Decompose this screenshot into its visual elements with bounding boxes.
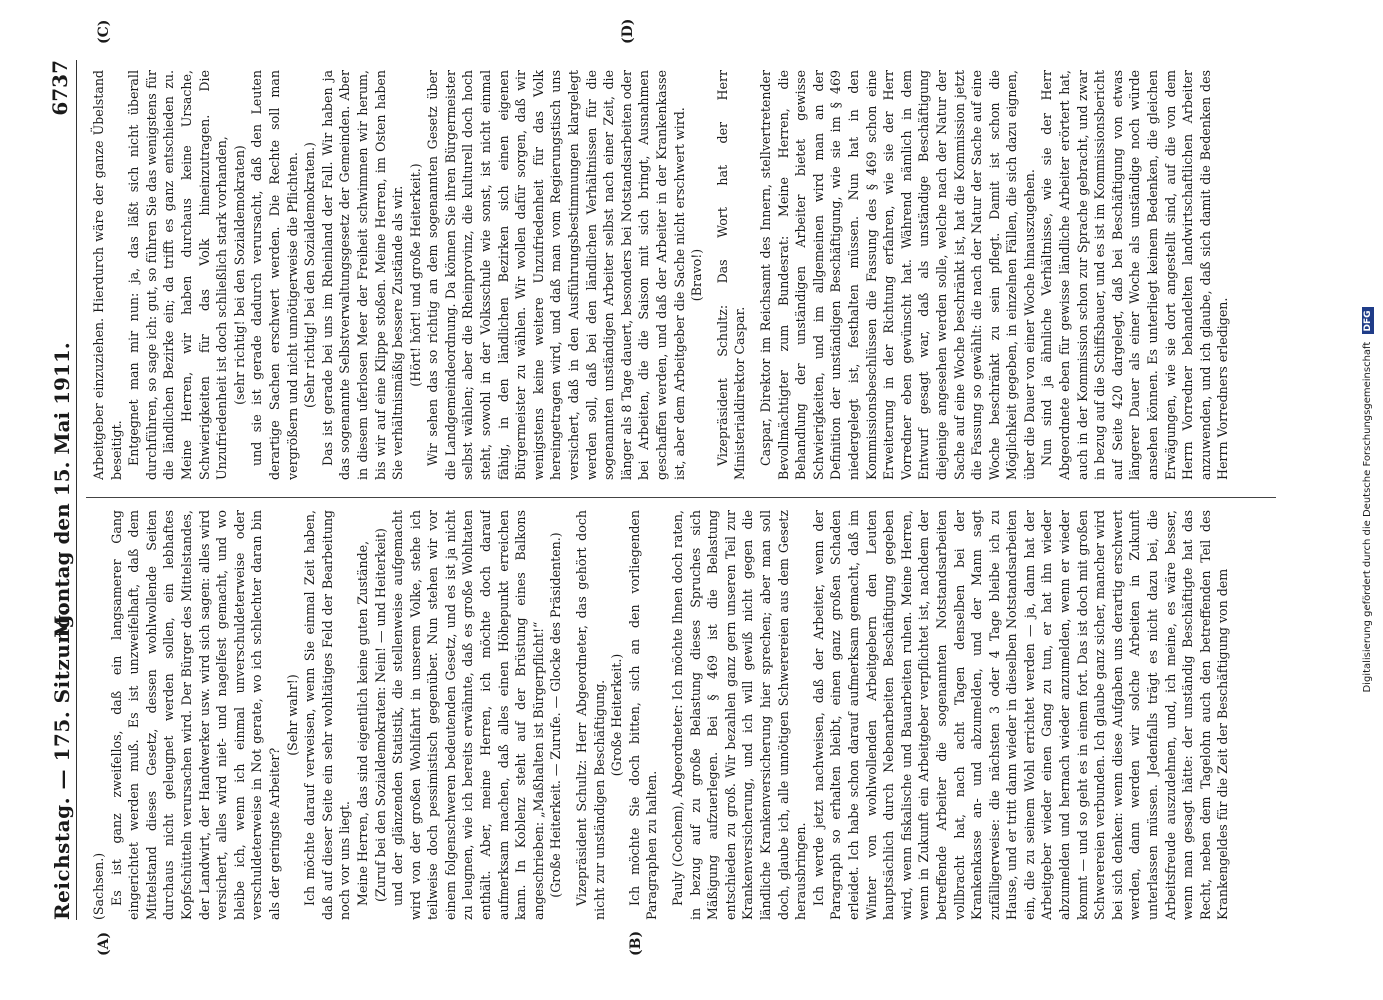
paragraph: Arbeitgeber einzuziehen. Hierdurch wäre der ganze Übelstand beseitigt. (91, 70, 124, 480)
paragraph: Ich möchte Sie doch bitten, sich an den vorliegenden Paragraphen zu halten. (626, 510, 660, 920)
paragraph: Caspar, Direktor im Reichsamt des Innern, stellvertretender Bevollmächtigter zum Bundesrat: Meine Herren, die Behandlung der unständigen Arbeiter bietet gewisse Schwierigkeiten, und im allgemeinen wird man an der Definition der unständigen Beschäftigung, wie sie im § 469 niedergelegt ist, festhalten müssen. Nun hat in den Kommissionsbeschlüssen die Fassung des § 469 schon eine Erweiterung in der Richtung erfahren, wie sie der Herr Vorredner eben gewünscht hat. Während nämlich in dem Entwurf gesagt war, daß als unständige Beschäftigung diejenige angesehen werden solle, welche nach der Natur der Sache auf eine Woche beschränkt ist, hat die Kommission jetzt die Fassung so gewählt: die nach der Natur der Sache auf eine Woche beschränkt zu sein pflegt. Damit ist schon die Möglichkeit gegeben, in einzelnen Fällen, die sich dazu eignen, über die Dauer von einer Woche hinauszugehen. (757, 70, 1037, 480)
interjection: (Große Heiterkeit. — Zurufe. — Glocke des Präsidenten.) (548, 532, 564, 898)
margin-marker-d: (D) (620, 18, 636, 44)
paragraph: Nun sind ja ähnliche Verhältnisse, wie sie der Herr Abgeordnete eben für gewisse ländliche Arbeiter erörtert hat, auch in der Kommission schon zur Sprache gebracht, und zwar in bezug auf die Schiffsbauer, und es ist im Kommissionsbericht auf Seite 420 dargelegt, daß bei Beschäftigung von etwas längerer Dauer als einer Woche als unständige noch würde ansehen können. Es unterliegt keinem Bedenken, die gleichen Erwägungen, wie sie dort angestellt sind, auf die von dem Herrn Vorredner behandelten landwirtschaftlichen Arbeiter anzuwenden, und ich glaube, daß sich damit die Bedenken des Herrn Vorredners erledigen. (1039, 70, 1231, 480)
interjection: (Sehr richtig! bei den Sozialdemokraten.) (302, 142, 318, 408)
paragraph: Ich werde jetzt nachweisen, daß der Arbeiter, wenn der Paragraph so erhalten bleibt, einen ganz großen Schaden erleidet. Ich habe schon darauf aufmerksam gemacht, daß im Winter von wohlwollenden Arbeitgebern den Leuten hauptsächlich durch Nebenarbeiten Beschäftigung gegeben wird, wenn fiskalische und Bauarbeiten ruhen. Meine Herren, wenn in Zukunft ein Arbeitgeber verpflichtet ist, nachdem der betreffende Arbeiter die sogenannten Notstandsarbeiten vollbracht hat, nach acht Tagen denselben bei der Krankenkasse an- und abzumelden, und der Mann sagt zufälligerweise: die nächsten 3 oder 4 Tage bleibe ich zu Hause, und er tritt dann wieder in dieselben Notstandsarbeiten ein, die zu seinem Wohl errichtet werden — ja, dann hat der Arbeitgeber wieder einen Gang zu tun, er hat ihn wieder abzumelden und hernach wieder anzumelden, wenn er wieder kommt — und so geht es in einem fort. Das ist doch mit großen Schwerereien verbunden. Ich glaube ganz sicher, mancher wird bei sich denken: wenn diese Aufgaben uns derartig erschwert werden, dann werden wir solche Arbeiten in Zukunft unterlassen müssen. Jedenfalls trägt es nicht dazu bei, die Arbeitsfreude auszudehnen, und, ich meine, es wäre besser, wenn man gesagt hätte: der unständig Beschäftigte hat das Recht, neben dem Tagelohn auch den betreffenden Teil des Krankengeldes für die Zeit der Beschäftigung von dem (810, 510, 1231, 920)
dfg-logo: DFG (1362, 307, 1374, 334)
interjection: (Sehr wahr!) (284, 674, 300, 756)
interjection: (Bravo!) (689, 248, 705, 302)
interjection: (Große Heiterkeit.) (609, 653, 625, 777)
interjection: (Hört! hört! und große Heiterkeit.) (407, 163, 423, 387)
paragraph: Meine Herren, das sind eigentlich keine guten Zustände, (354, 540, 370, 906)
digitization-note (1362, 0, 1378, 1000)
digitization-text: Digitalisierung gefördert durch die Deutsche Forschungsgemeinschaft (1362, 341, 1373, 693)
paragraph: Vizepräsident Schultz: Das Wort hat der Herr Ministerialdirektor Caspar. (714, 70, 748, 480)
paragraph: Wir sehen das so richtig an dem sogenannten Gesetz über die Landgemeindeordnung. Da können Sie ihren Bürgermeister selbst wählen; aber die Rheinprovinz, die kulturell doch hoch steht, sowohl in der Volksschule wie sonst, ist nicht einmal fähig, in den ländlichen Bezirken sich einen eigenen Bürgermeister zu wählen. Wir wollen dafür sorgen, daß wir wenigstens keine weitere Unzufriedenheit für das Volk hereingetragen wird, und daß man vom Regierungstisch uns versichert, daß in den Ausführungsbestimmungen klargelegt werden soll, daß bei den ländlichen Verhältnissen für die sogenannten unständigen Arbeiter selbst nach einer Zeit, die länger als 8 Tage dauert, besonders bei Notstandsarbeiten oder bei Arbeiten, die die Saison mit sich bringt, Ausnahmen geschaffen werden, und daß der Arbeiter in der Krankenkasse ist, aber dem Arbeitgeber die Sache nicht erschwert wird. (425, 70, 687, 480)
header-left: Reichstag. — 175. Sitzung. (50, 606, 74, 920)
header-date: Montag den 15. Mai 1911. (50, 342, 74, 638)
speaker-line: (Sachsen.) (91, 852, 106, 920)
column-divider (86, 497, 1276, 498)
paragraph: Vizepräsident Schultz: Herr Abgeordneter, das gehört doch nicht zur unständigen Beschäftigung. (574, 510, 607, 920)
paragraph: Das ist gerade bei uns im Rheinland der Fall. Wir haben ja das sogenannte Selbstverwaltungsgesetz der Gemeinden. Aber in diesem uferlosen Meer der Freiheit schwimmen wir herum, bis wir auf eine Klippe stoßen. Meine Herren, im Osten haben Sie verhältnismäßig bessere Zustände als wir. (319, 70, 406, 480)
page-number: 6737 (48, 60, 72, 116)
margin-marker-b: (B) (628, 930, 644, 956)
margin-marker-c: (C) (96, 19, 112, 44)
paragraph: Pauly (Cochem), Abgeordneter: Ich möchte Ihnen doch raten, in bezug auf zu große Belastung dieses Spruches sich Mäßigung aufzuerlegen. Bei § 469 ist die Belastung entschieden zu groß. Wir bezahlen ganz gern unseren Teil zur Krankenversicherung, und ich will gewiß nicht gegen die ländliche Krankenversicherung hier sprechen; aber man soll doch, glaube ich, alle unnötigen Schwerereien aus dem Gesetz herausbringen. (670, 510, 809, 920)
paragraph: und der glänzenden Statistik, die stellenweise aufgemacht wird von der großen Wohlfahrt in unserem Volke, stehe ich teilweise doch pessimistisch gegenüber. Nun stehen wir vor einem folgenschweren bedeutenden Gesetz, und es ist ja nicht zu leugnen, wie ich bereits erwähnte, daß es große Wohltaten enthält. Aber, meine Herren, ich möchte doch darauf aufmerksam machen, daß alles einen Höhepunkt erreichen kann. In Koblenz steht auf der Brüstung eines Balkons angeschrieben: „Maßhalten ist Bürgerpflicht!“ (390, 510, 546, 920)
page-header (46, 60, 77, 920)
paragraph: und sie ist gerade dadurch verursacht, daß den Leuten derartige Sachen erschwert werden. Die Rechte soll man vergrößern und nicht unnötigerweise die Pflichten. (249, 70, 300, 480)
paragraph: Entgegnet man mir nun: ja, das läßt sich nicht überall durchführen, so sage ich: gut, so führen Sie das wenigstens für die ländlichen Bezirke ein; da trifft es ganz entschieden zu. Meine Herren, wir haben durchaus keine Ursache, Schwierigkeiten für das Volk hineinzutragen. Die Unzufriedenheit ist doch schließlich stark vorhanden, (126, 70, 230, 480)
interjection: (Zuruf bei den Sozialdemokraten: Nein! — und Heiterkeit) (372, 528, 388, 902)
paragraph: Ich möchte darauf verweisen, wenn Sie einmal Zeit haben, daß auf dieser Seite ein sehr wohltätiges Feld der Bearbeitung noch vor uns liegt. (302, 510, 353, 920)
margin-marker-a: (A) (96, 931, 112, 956)
right-column (90, 70, 1270, 480)
interjection: (sehr richtig! bei den Sozialdemokraten) (231, 145, 247, 405)
paragraph: Es ist ganz zweifellos, daß ein langsamerer Gang eingerichtet werden muß. Es ist unzweifelhaft, daß dem Mittelstand dieses Gesetz, dessen wohlwollende Seiten durchaus nicht geleugnet werden sollen, ein lebhaftes Kopfschütteln verursachen wird. Der Bürger des Mittelstandes, der Landwirt, der Handwerker usw. wird sich sagen: alles wird versichert, alles wird niet- und nagelfest gemacht, und wo bleibe ich, wenn ich einmal unverschuldeterweise oder verschuldeterweise in Not gerate, wo ich schlechter daran bin als der geringste Arbeiter? (108, 510, 282, 920)
left-column (90, 510, 1270, 920)
